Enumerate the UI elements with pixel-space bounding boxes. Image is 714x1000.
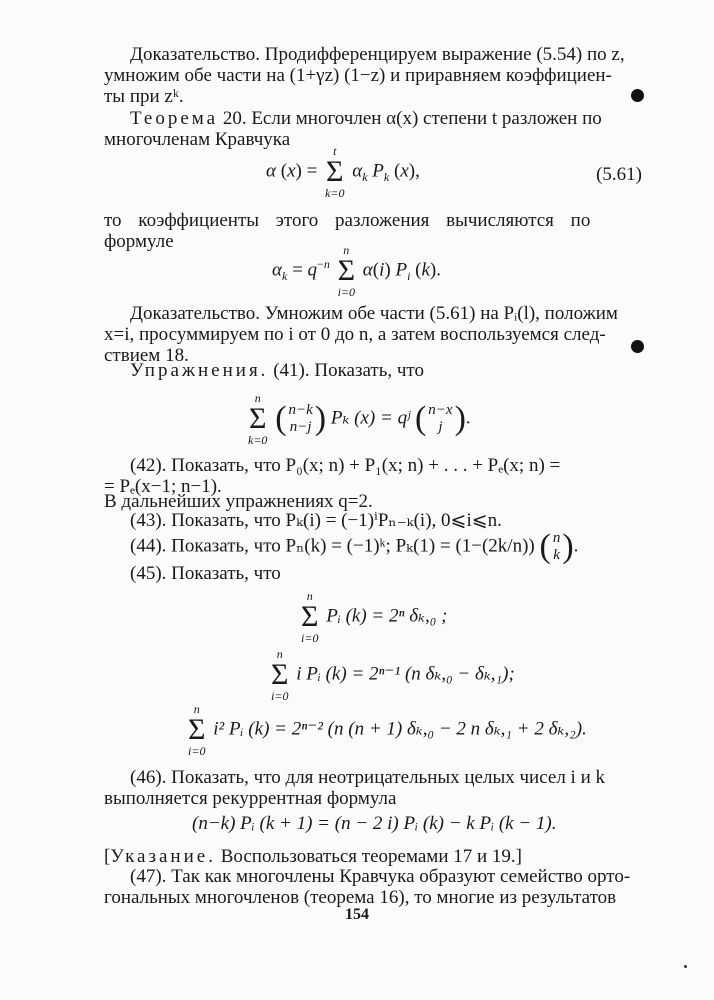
coefficient-formula: $\alpha_k = q^{-n}$ n Σ i=0 α(i) $P_i$ (k). [272,243,441,299]
binomial: ( n−x j ) [414,400,466,437]
exercise-45-eq-2: n Σ i=0 i Pᵢ (k) = 2ⁿ⁻¹ (n δₖ,₀ − δₖ,₁); [271,647,515,703]
sum-symbol: n Σ i=0 [337,243,356,299]
proof-line-2: умножим обе части на (1+γz) (1−z) и приравняем коэффициен- [104,65,612,86]
hint: [Указание. Воспользоваться теоремами 17 и 19.] [104,846,522,867]
note-q: В дальнейших упражнениях q=2. [104,491,373,512]
exercises-heading: Упражнения. (41). Показать, что [130,360,424,381]
theorem-20 [104,108,644,150]
exercise-45: (45). Показать, что [130,563,281,584]
exercise-47: (47). Так как многочлены Кравчука образуют семейство орто- гональных многочленов (теорема 16), то многие из результатов [104,866,631,908]
exercise-44: (44). Показать, что Pₙ(k) = (−1)ᵏ; Pₖ(1) = (1−(2k/n)) ( n k ) . [130,528,579,565]
exercise-46: (46). Показать, что для неотрицательных целых чисел i и k выполняется рекуррентная формула [104,767,605,809]
qed-mark [631,89,644,102]
coefficient-paragraph: то коэффициенты этого разложения вычисляются по формуле [104,210,591,252]
exercise-45-eq-3: n Σ i=0 i² Pᵢ (k) = 2ⁿ⁻² (n (n + 1) δₖ,₀ − 2 n δₖ,₁ + 2 δₖ,₂). [188,702,587,758]
binomial: ( n−k n−j ) [275,400,327,437]
equation-5-61: α (x) = t Σ k=0 $\alpha_k$ $P_k$ (x), [266,144,420,200]
page-number: 154 [345,906,369,923]
exercise-43: (43). Показать, что Pₖ(i) = (−1)ⁱPₙ₋ₖ(i), 0⩽i⩽n. [130,510,502,531]
theorem-text-2: многочленам Кравчука [104,129,291,150]
speck [684,965,687,968]
proof-line-1: Доказательство. Продифференцируем выражение (5.54) по z, [130,44,625,65]
binomial: ( n k ) [539,528,574,565]
equation-number: (5.61) [596,164,642,185]
theorem-heading: Теорема [130,108,219,129]
recurrence-formula: (n−k) Pᵢ (k + 1) = (n − 2 i) Pᵢ (k) − k Pᵢ (k − 1). [192,813,557,834]
exercise-42: (42). Показать, что P₀(x; n) + P₁(x; n) + . . . + Pₑ(x; n) = = Pₑ(x−1; n−1). [104,455,561,497]
sum-symbol: t Σ k=0 [325,144,345,200]
proof-line-3: ты при zᵏ. [104,86,184,107]
exercise-41-formula: n Σ k=0 ( n−k n−j ) Pₖ (x) = qʲ ( n−x j ) . [248,391,471,447]
proof-paragraph-1 [104,44,644,107]
qed-mark [631,340,644,353]
proof-paragraph-2: Доказательство. Умножим обе части (5.61) на Pᵢ(l), положим x=i, просуммируем по i от 0 до n, а затем воспользуемся след- ствием 18. [104,303,618,366]
theorem-text-1: 20. Если многочлен α(x) степени t разложен по [218,108,602,129]
exercise-45-eq-1: n Σ i=0 Pᵢ (k) = 2ⁿ δₖ,₀ ; [301,589,448,645]
